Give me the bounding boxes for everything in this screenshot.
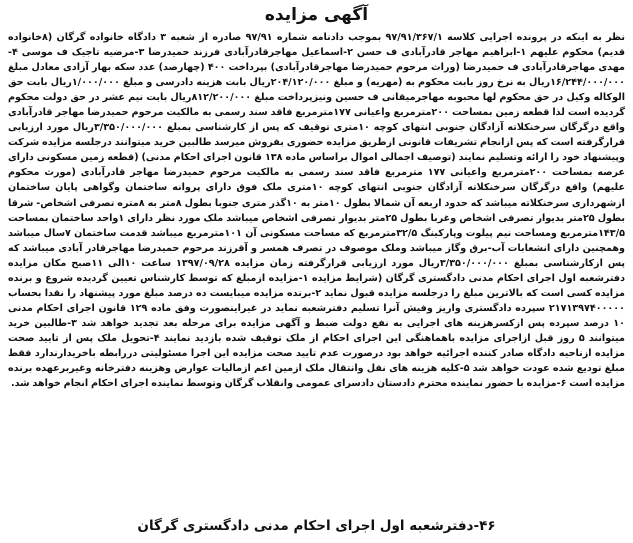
notice-title: آگهی مزایده xyxy=(264,5,369,25)
notice-footer: ۴۶-دفترشعبه اول اجرای احکام مدنی دادگستری گرگان xyxy=(137,518,496,534)
notice-body: نظر به اینکه در پرونده اجرایی کلاسه ۹۷/۹۱/۳۶۷/۱ بموجب دادنامه شماره ۹۷/۹۱ صادره از شعبه ۳ دادگاه خانواده گرگان (۸خانواده قدیم) محکوم علیهم ۱-ابراهیم مهاجر قادرآبادی ف حسن ۲-اسماعیل مهاجرقادرآبادی فرزند حمیدرضا ۳-مرضیه تاجیک ف موسی ۴-مهدی مهاجرقادرآبادی ف حمیدرضا (وراث مرحوم حمیدرضا مهاجرقادرآبادی) بپرداخت ۴۰۰ (چهارصد) عدد سکه بهار آزادی معادل مبلغ ۱۶/۲۴۴/۰۰۰/۰۰۰ریال به نرخ روز بابت محکوم به (مهریه) و مبلغ ۲۰۴/۱۲۰/۰۰۰ریال بابت هزینه دادرسی و مبلغ ۱/۰۰۰/۰۰۰ریال بابت حق الوکاله وکیل در حق محکوم لها محبوبه مهاجرمیقانی ف حسین ونیزپرداخت مبلغ ۸۱۲/۲۰۰/۰۰۰ریال بابت نیم عشر در حق دولت محکوم گردیده است لذا قطعه زمین بمساحت ۲۰۰مترمربع واعیانی ۱۷۷مترمربع فاقد سند رسمی به مالکیت مرحوم حمیدرضا مهاجر قادرآبادی واقع درگرگان سرخنکلاته آزادگان جنوبی انتهای کوچه ۱۰متری توقیف که پس از کارشناسی بمبلغ ۳/۳۵۰/۰۰۰/۰۰۰ریال مورد ارزیابی قرارگرفته است که پس ازانجام تشریفات قانونی ازطریق مزایده حضوری بفروش میرسد طالبین خرید میتوانند درجلسه مزایده شرکت وپیشنهاد خود را ارائه وتسلیم نمایند (توصیف اجمالی اموال براساس ماده ۱۳۸ قانون اجرای احکام مدنی) (قطعه زمین مسکونی دارای عرصه بمساحت ۲۰۰مترمربع واعیانی ۱۷۷ مترمربع فاقد سند رسمی به مالکیت مرحوم حمیدرضا مهاجر قادرآبادی (مورث محکوم علیهم) واقع درگرگان سرخنکلاته آزادگان جنوبی انتهای کوچه ۱۰متری ملک فوق دارای پروانه ساختمان وگواهی پایان ساختمان ازشهرداری سرخنکلاته میباشد که حدود اربعه آن شمالا بطول ۱۰متر به ۱۰گذر متری جنوبا بطول ۸متر به ۸متره تصرفی اشخاص- شرقا بطول ۲۵متر بدیوار تصرفی اشخاص وغربا بطول ۲۵متر بدیوار تصرفی اشخاص میباشد ملک مورد نظر دارای ۱واحد ساختمان بمساحت ۱۴۳/۵مترمربع ومساحت نیم پیلوت وپارکینگ ۳۲/۵مترمربع که مساحت مسکونی آن ۱۰۱مترمربع میباشد قدمت ساختمان ۷سال میباشد وهمچنین دارای انشعابات آب-برق وگاز میباشد وملک موصوف در تصرف همسر و آقرزند مرحوم حمیدرضا مهاجرقادر آبادی میباشد که پس ازکارشناسی بمبلغ ۳/۳۵۰/۰۰۰/۰۰۰ریال مورد ارزیابی قرارگرفته زمان مزایده ۱۳۹۷/۰۹/۲۸ ساعت ۱۰الی ۱۱صبح مکان مزایده دفترشعبه اول اجرای احکام مدنی دادگستری گرگان (شرایط مزایده ۱-مزایده ازمبلغ که توسط کارشناس تعیین گردیده شروع و برنده مزایده کسی است که بالاترین مبلغ را درجلسه مزایده قبول نماید ۲-برنده مزایده میبایست ده درصد مبلغ مورد پیشنهاد را نقدا بحساب ۲۱۷۱۳۹۷۴۰۰۰۰۰ سپرده دادگستری واریز وفیش آنرا تسلیم دفترشعبه نماید در غیراینصورت وفق ماده ۱۲۹ قانون اجرای احکام مدنی ۱۰ درصد سپرده پس ازکسرهزینه های اجرایی به نفع دولت ضبط و آگهی مزایده برای مرحله بعد تجدید خواهد شد ۳-طالبین خرید میتوانند ۵ روز قبل ازاجرای مزایده باهماهنگی این اجرای احکام از ملک توقیف شده بازدید نمایند ۴-تحویل ملک پس از تایید صحت مزایده ازناحیه دادگاه صادر کننده اجرائیه خواهد بود درصورت عدم تایید صحت مزایده این اجرا مسئولیتی دررابطه باخریدارندارد فقط مبلغ تودیع شده عودت خواهد شد ۵-کلیه هزینه های نقل وانتقال ملک ازمین اعم ازمالیات عوارض وهزینه دفترخانه وغیربرعهده برنده مزایده است ۶-مزایده با حضور نماینده محترم دادستان دادسرای عمومی وانقلاب گرگان وتوسط نماینده اجرای احکام انجام خواهد شد. xyxy=(8,32,626,390)
